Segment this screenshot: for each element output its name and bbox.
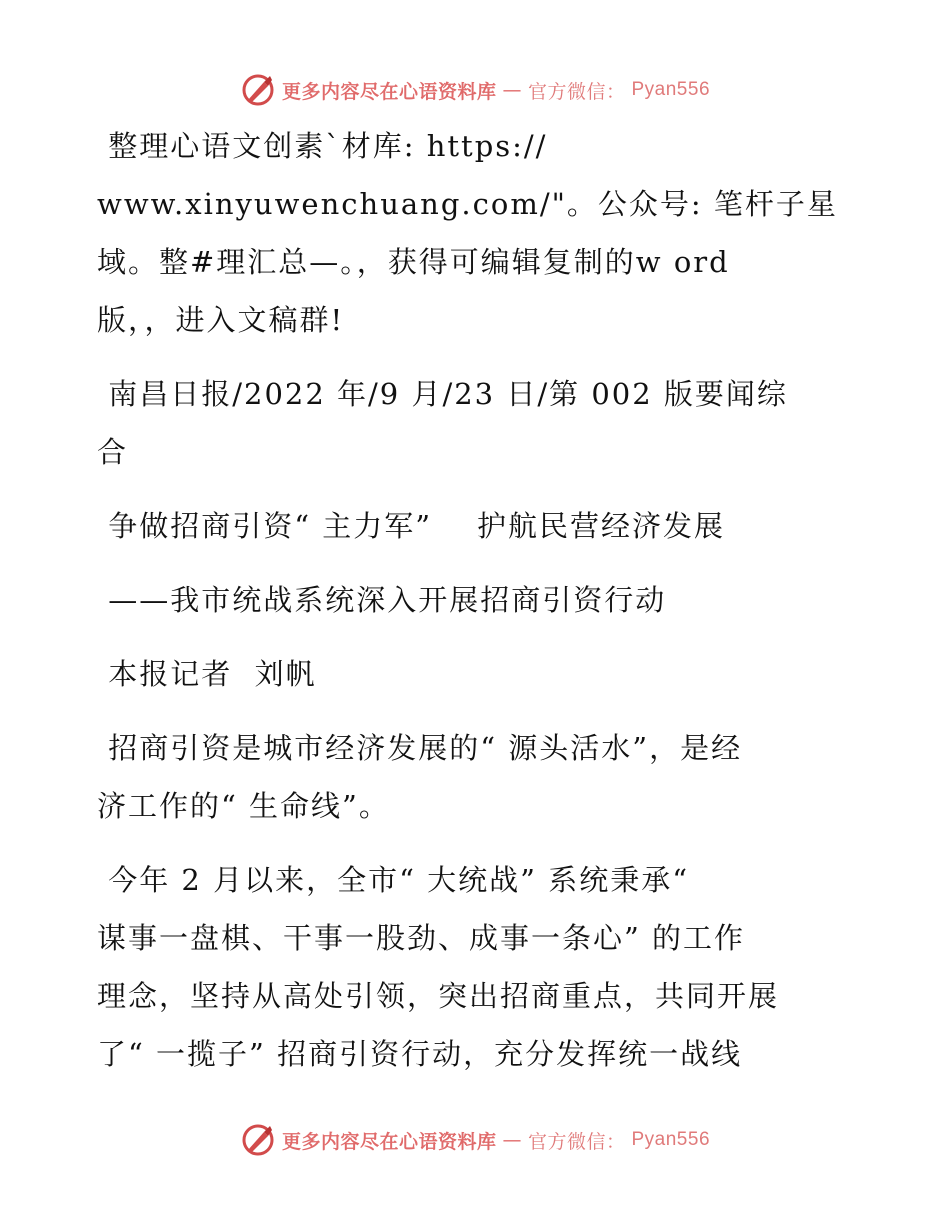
- paragraph-2-line-1: 今年 2 月以来，全市“ 大统战” 系统秉承“: [97, 863, 690, 897]
- watermark-wechat-id: Pyan556: [631, 79, 711, 100]
- byline: 本报记者 刘帆: [97, 657, 317, 691]
- paragraph-1-line-1: 招商引资是城市经济发展的“ 源头活水”，是经: [97, 731, 743, 765]
- intro-line-1: 整理心语文创素`材库: https://: [97, 129, 548, 163]
- intro-line-3: 域。整#理汇总—。，获得可编辑复制的w ord: [97, 245, 730, 279]
- subheadline: ——我市统战系统深入开展招商引资行动: [97, 583, 667, 617]
- intro-line-2: www.xinyuwenchuang.com/"。公众号: 笔杆子星: [97, 187, 838, 221]
- watermark-dash: —: [502, 1129, 522, 1151]
- watermark-main-text: 更多内容尽在心语资料库: [281, 1130, 497, 1153]
- header-watermark: [0, 68, 950, 112]
- source-line-1: 南昌日报/2022 年/9 月/23 日/第 002 版要闻综: [97, 377, 788, 411]
- watermark-label: 官方微信：: [527, 1130, 626, 1153]
- pen-logo-icon: [240, 1122, 276, 1158]
- footer-watermark: [0, 1118, 950, 1162]
- watermark-wechat-id: Pyan556: [631, 1129, 711, 1150]
- watermark-dash: —: [502, 79, 522, 101]
- intro-line-4: 版，，进入文稿群!: [97, 303, 345, 337]
- headline: 争做招商引资“ 主力军” 护航民营经济发展: [97, 509, 725, 543]
- watermark-label: 官方微信：: [527, 80, 626, 103]
- paragraph-1-line-2: 济工作的“ 生命线”。: [97, 789, 390, 823]
- pen-logo-icon: [240, 72, 276, 108]
- watermark-main-text: 更多内容尽在心语资料库: [281, 80, 497, 103]
- paragraph-2-line-2: 谋事一盘棋、干事一股劲、成事一条心” 的工作: [97, 921, 746, 955]
- paragraph-2-line-3: 理念，坚持从高处引领，突出招商重点，共同开展: [97, 979, 780, 1013]
- paragraph-2-line-4: 了“ 一揽子” 招商引资行动，充分发挥统一战线: [97, 1037, 743, 1071]
- source-line-2: 合: [97, 435, 129, 469]
